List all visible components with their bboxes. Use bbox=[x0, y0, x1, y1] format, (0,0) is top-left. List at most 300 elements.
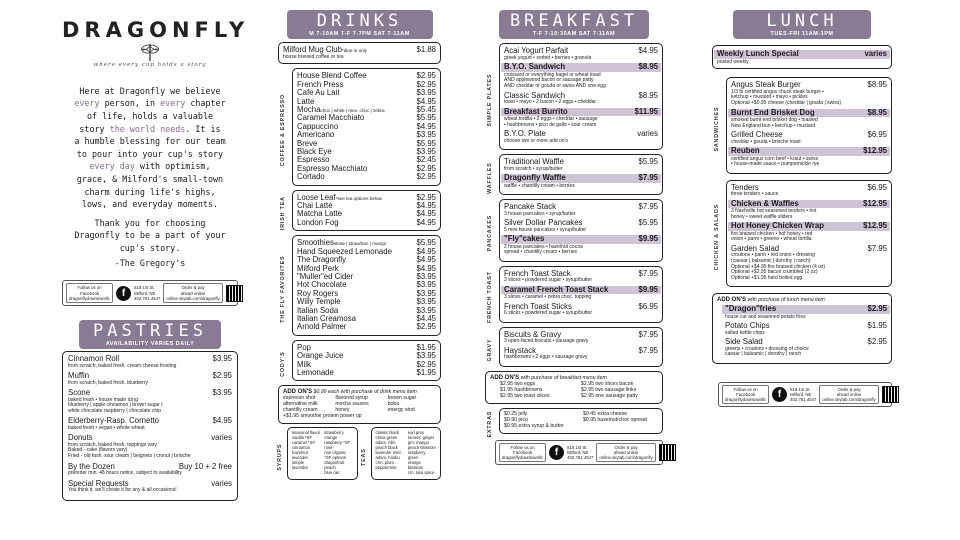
item-desc: croissant or everything bagel or wheat toast AND applewood bacon or sausage patty AND cheddar or gouda or swiss AND one egg bbox=[504, 71, 606, 89]
syrup-item: non organic bbox=[324, 450, 347, 456]
addon-item: chantilly cream bbox=[283, 407, 318, 414]
mug-club-box bbox=[278, 42, 441, 64]
item-price: $3.95 bbox=[416, 88, 436, 98]
order-label: Order & pay bbox=[614, 444, 638, 450]
menu-item bbox=[68, 434, 232, 459]
item-desc: baked fresh • house made icing blueberry | apple cinnamon | brown sugar | white chocolate raspberry | chocolate chip bbox=[68, 396, 163, 414]
item-name-text: Hand Squeezed Lemonade bbox=[297, 246, 392, 256]
contact-footer bbox=[495, 440, 663, 465]
addon-item: $1.95 hashbrowns bbox=[500, 386, 543, 393]
codys-box bbox=[279, 340, 441, 382]
syrup-item: lavender bbox=[292, 454, 309, 460]
facebook-handle: dragonflydowntownllc bbox=[502, 454, 544, 460]
item-name-text: Espresso bbox=[297, 155, 330, 165]
addon-title: ADD ON'S bbox=[490, 374, 520, 381]
item-name: Potato Chips bbox=[725, 321, 770, 331]
item-name-text: "Muller"ed Cider bbox=[297, 271, 354, 281]
address-block bbox=[790, 387, 816, 402]
menu-item bbox=[68, 480, 232, 494]
menu-item bbox=[68, 389, 232, 414]
syrup-item: raspberry *SF bbox=[324, 440, 351, 446]
item-price: varies bbox=[637, 129, 658, 139]
intro-line: lows, and everyday moments. bbox=[81, 199, 219, 210]
intro-fragment: person, in bbox=[99, 98, 161, 109]
logo bbox=[62, 18, 250, 69]
item-desc: smoked burnt end brisket dog • toasted New England bun • ketchup • mustard bbox=[731, 116, 818, 129]
item-price: $3.95 bbox=[416, 351, 436, 361]
addon-item: $2.95 two toast slices bbox=[500, 392, 550, 399]
lunch-title: LUNCH bbox=[766, 11, 838, 31]
tea-item: peppermint bbox=[375, 464, 397, 470]
facebook-icon[interactable]: f bbox=[772, 387, 787, 402]
addon-item: honey bbox=[335, 407, 350, 414]
item-price: $8.95 bbox=[867, 80, 887, 90]
lunch-column bbox=[712, 10, 892, 534]
thanks-line: Dragonfly to be a part of your bbox=[74, 230, 226, 241]
item-desc: greek yogurt • sorbet • berries • granola bbox=[504, 54, 592, 61]
item-name-text: The Dragonfly bbox=[297, 255, 346, 265]
intro-line: charm during life's highs, bbox=[84, 186, 216, 197]
order-url: online.skytab.com/dragonfly bbox=[822, 397, 876, 403]
addon-item: flavored syrup bbox=[335, 395, 368, 402]
intro-line bbox=[64, 160, 236, 173]
item-name: Traditional Waffle bbox=[504, 157, 564, 167]
facebook-handle: dragonflydowntownllc bbox=[69, 295, 111, 301]
syrup-item: simple bbox=[292, 459, 305, 465]
menu-item bbox=[504, 174, 658, 189]
item-desc: house cut and seasoned potato fries bbox=[725, 313, 806, 320]
french-toast-box bbox=[486, 266, 663, 324]
item-price: $3.95 bbox=[416, 271, 436, 281]
item-name-text: Cappuccino bbox=[297, 121, 339, 131]
item-price: $4.95 bbox=[416, 121, 436, 131]
menu-item bbox=[504, 347, 658, 361]
item-price: $6.95 bbox=[867, 130, 887, 140]
facebook-block[interactable] bbox=[499, 443, 546, 462]
item-price: $4.95 bbox=[416, 217, 436, 227]
item-price: $7.95 bbox=[638, 329, 658, 339]
item-price: $2.95 bbox=[416, 71, 436, 81]
item-price: $2.95 bbox=[416, 79, 436, 89]
item-name bbox=[297, 173, 325, 181]
addon-item: energy shot bbox=[387, 407, 415, 414]
tea-col bbox=[408, 431, 436, 476]
item-name: Weekly Lunch Special bbox=[717, 49, 799, 59]
item-desc: salted kettle chips bbox=[725, 329, 765, 336]
item-name-text: Cafe Au Lait bbox=[297, 88, 340, 98]
item-desc: croutons • parm • red onion • dressing (caesar | balsamic | dorothy | ranch) Optional +$4.95 fire braised chicken (4 oz) Optional +$2.95 bacon crumbled (2 oz) Optional +$1.95 hard boiled egg bbox=[731, 252, 826, 281]
pastries-header bbox=[79, 320, 221, 349]
qr-code-icon[interactable] bbox=[226, 285, 243, 302]
drinks-header bbox=[287, 10, 433, 39]
syrup-col bbox=[324, 431, 352, 476]
breakfast-column bbox=[485, 10, 663, 534]
item-desc: certified angus corn beef • kraut • swiss • house-made sauce • pumpernickle rye bbox=[731, 155, 820, 168]
address-block bbox=[567, 445, 593, 460]
item-name-text: Espresso Macchiato bbox=[297, 163, 368, 173]
item-name-text: Breve bbox=[297, 138, 318, 148]
item-price: $8.95 bbox=[867, 107, 887, 117]
menu-item bbox=[731, 200, 887, 221]
item-price: $7.95 bbox=[867, 243, 887, 253]
tea-box bbox=[279, 190, 441, 232]
item-note: *dine in only bbox=[341, 48, 367, 54]
section-label: PANCAKES bbox=[486, 215, 493, 252]
order-online-block[interactable] bbox=[819, 385, 878, 404]
item-name: Haystack bbox=[504, 345, 537, 355]
intro-highlight: the world needs bbox=[109, 123, 186, 134]
extras-box bbox=[486, 408, 663, 438]
item-price: $2.95 bbox=[416, 359, 436, 369]
item-desc: posted weekly bbox=[717, 58, 749, 65]
item-price: $2.95 bbox=[416, 322, 436, 332]
waffles-box bbox=[486, 154, 663, 195]
tea-item: raspberry green bbox=[407, 450, 426, 460]
follow-label: Follow us on bbox=[77, 285, 102, 291]
item-price: varies bbox=[211, 478, 232, 488]
item-price: $5.45 bbox=[416, 105, 436, 114]
item-desc: toast • mayo • 2 bacon • 2 eggs • cheddar bbox=[504, 98, 597, 105]
special-box bbox=[712, 45, 892, 69]
menu-item bbox=[725, 338, 887, 358]
item-desc: from scratch • syrup/butter bbox=[504, 165, 563, 172]
tea-item: citrus green bbox=[375, 435, 398, 441]
item-name-text: Italian Creamosa bbox=[297, 313, 356, 323]
section-label: WAFFLES bbox=[486, 162, 493, 194]
section-label: GRAVY bbox=[486, 338, 493, 362]
item-name-text: Smoothies bbox=[297, 238, 334, 248]
item-desc: 3 house pancakes • syrup/butter bbox=[504, 210, 576, 217]
menu-item bbox=[731, 245, 887, 281]
item-desc: 5 mini house pancakes • syrup/butter bbox=[504, 226, 587, 233]
item-price: $9.95 bbox=[638, 234, 658, 244]
syrup-item: lavender bbox=[292, 464, 309, 470]
order-label: Order & pay bbox=[837, 386, 861, 392]
item-price: $12.95 bbox=[863, 198, 887, 208]
item-desc: from scratch, baked fresh. cream cheese frosting bbox=[68, 362, 177, 369]
item-price: $3.95 bbox=[416, 130, 436, 140]
item-price: $1.95 bbox=[867, 321, 887, 331]
menu-item bbox=[504, 130, 658, 144]
item-name: By the Dozen bbox=[68, 461, 115, 471]
item-price: $4.95 bbox=[416, 96, 436, 106]
addon-item: $2.95 one sausage patty bbox=[581, 392, 638, 399]
item-price: $3.95 bbox=[416, 297, 436, 307]
item-price: $3.95 bbox=[212, 388, 232, 398]
item-name-text: House Blend Coffee bbox=[297, 71, 367, 81]
contact-footer bbox=[62, 280, 238, 305]
item-price: $7.95 bbox=[638, 202, 658, 212]
thanks-line: Thank you for choosing bbox=[94, 217, 206, 228]
menu-item bbox=[504, 303, 658, 317]
item-name-text: Italian Soda bbox=[297, 305, 339, 315]
item-price: $1.95 bbox=[416, 367, 436, 377]
tea-item: tumeric ginger bbox=[407, 435, 435, 441]
item-name-text: London Fog bbox=[297, 217, 339, 227]
item-name-text: Loose Leaf bbox=[297, 192, 336, 202]
signature: -The Gregory's bbox=[114, 257, 186, 268]
item-desc: You think it, we'll create it for any & all occasions! bbox=[68, 487, 177, 494]
item-name: B.Y.O. Plate bbox=[504, 129, 546, 139]
coffee-box bbox=[279, 68, 441, 185]
menu-item bbox=[68, 417, 232, 431]
breakfast-addons-box bbox=[485, 371, 663, 404]
item-price: $12.95 bbox=[863, 146, 887, 156]
item-name-text: Black Eye bbox=[297, 147, 332, 157]
item-price: varies bbox=[211, 433, 232, 443]
intro-line: Here at Dragonfly we believe bbox=[79, 85, 221, 96]
menu-item bbox=[731, 109, 887, 130]
syrup-item: strawberry bbox=[324, 430, 344, 436]
item-name: Grilled Cheese bbox=[731, 130, 783, 140]
facebook-block[interactable] bbox=[66, 283, 113, 302]
address-line: 518 1st St. bbox=[790, 386, 811, 392]
syrup-item: dragonfruit bbox=[324, 459, 345, 465]
item-desc: three tenders • sauce bbox=[731, 191, 779, 198]
item-row bbox=[728, 200, 890, 208]
extra-item: $0.45 extra cheese bbox=[583, 410, 628, 417]
facebook-handle: dragonflydowntownllc bbox=[725, 397, 767, 403]
intro-fragment: . It is bbox=[185, 123, 221, 134]
phone: 402.761.4547 bbox=[134, 295, 161, 301]
item-price: $8.95 bbox=[638, 90, 658, 100]
item-price: $3.95 bbox=[416, 280, 436, 290]
breakfast-header bbox=[499, 10, 649, 39]
item-desc: 3 open-faced biscuits • sausage gravy bbox=[504, 338, 589, 345]
menu-item bbox=[504, 63, 658, 89]
item-price: $9.95 bbox=[638, 284, 658, 294]
item-name-text: Caramel Macchiato bbox=[297, 113, 365, 123]
item-name: Acai Yogurt Parfait bbox=[504, 46, 569, 56]
section-label: SIMPLE PLATES bbox=[486, 73, 493, 127]
menu-item bbox=[714, 50, 890, 58]
intro-line bbox=[64, 97, 236, 110]
facebook-icon[interactable]: f bbox=[549, 445, 564, 460]
item-price: $4.95 bbox=[212, 416, 232, 426]
drinks-column bbox=[278, 10, 441, 534]
menu-item bbox=[504, 270, 658, 284]
intro-highlight: every bbox=[160, 98, 186, 109]
addon-item: mocha sauces bbox=[335, 401, 369, 408]
menu-item bbox=[297, 352, 436, 360]
intro-highlight: every bbox=[74, 98, 100, 109]
item-desc: baked fresh • vegan • whole wheat bbox=[68, 424, 145, 431]
item-name: Dragonfly Waffle bbox=[504, 173, 566, 183]
gravy-box bbox=[486, 327, 663, 367]
syrup-item: hazelnut bbox=[292, 450, 308, 456]
phone: 402.761.4547 bbox=[790, 397, 817, 403]
syrups-teas bbox=[278, 427, 441, 480]
item-name: Angus Steak Burger bbox=[731, 80, 801, 90]
addon-title: ADD ON'S bbox=[283, 389, 313, 396]
menu-item bbox=[297, 131, 436, 139]
item-name-text: Matcha Latte bbox=[297, 209, 343, 219]
addon-title: ADD ON'S bbox=[717, 297, 747, 304]
item-name: Biscuits & Gravy bbox=[504, 329, 562, 339]
item-desc: choose two or more add on's bbox=[504, 137, 569, 144]
item-name: Burnt End Brisket Dog bbox=[731, 107, 815, 117]
item-desc: 3 Nashville hot seasoned tenders • hot honey • sweet waffle sliders bbox=[731, 208, 817, 220]
item-name bbox=[297, 219, 339, 227]
facebook-label: Facebook bbox=[80, 290, 99, 296]
brand-name: DRAGONFLY bbox=[62, 18, 250, 42]
item-price: $5.95 bbox=[416, 138, 436, 148]
menu-item bbox=[68, 372, 232, 386]
item-desc: fire braised chicken • hot honey • red onion • parm • greens • wheat tortilla bbox=[731, 230, 813, 243]
item-name: Tenders bbox=[731, 182, 759, 192]
item-desc: 3 slices • powdered sugar • syrup/butter bbox=[504, 277, 592, 284]
item-row bbox=[501, 235, 661, 243]
addon-note: with purchase of lunch menu item bbox=[747, 297, 825, 304]
item-price: $4.95 bbox=[416, 263, 436, 273]
item-price: $5.95 bbox=[416, 113, 436, 123]
item-price: $5.95 bbox=[416, 238, 436, 248]
address-line: Milford, NE bbox=[567, 449, 589, 455]
intro-highlight: every day bbox=[89, 161, 135, 172]
menu-item bbox=[504, 108, 658, 129]
menu-item bbox=[504, 235, 658, 256]
drinks-hours: M 7-10AM T-F 7-7PM SAT 7-11AM bbox=[309, 31, 410, 37]
menu-item bbox=[297, 173, 436, 181]
intro-column bbox=[62, 10, 250, 534]
menu-item bbox=[731, 147, 887, 168]
section-label: IRISH TEA bbox=[279, 196, 286, 231]
item-note: straw | straw/ban | mango bbox=[333, 241, 387, 247]
tea-item: grn. mango bbox=[407, 440, 429, 446]
item-name: Elderberry-Rasp. Cornetto bbox=[68, 416, 160, 426]
breakfast-hours: T-F 7-10:30AM SAT 7-11AM bbox=[532, 31, 616, 37]
item-row bbox=[728, 147, 890, 155]
item-desc: from scratch, baked fresh. blueberry bbox=[68, 379, 149, 386]
item-price: $2.95 bbox=[416, 192, 436, 202]
item-price: $4.95 bbox=[638, 46, 658, 56]
item-name-text: Chai Latte bbox=[297, 201, 333, 211]
item-row bbox=[501, 63, 661, 71]
item-name: Special Requests bbox=[68, 478, 129, 488]
tea-item: adam. hibi. bbox=[375, 440, 396, 446]
intro-fragment: story bbox=[79, 123, 110, 134]
order-online-block[interactable] bbox=[163, 283, 222, 302]
item-price: Buy 10 + 2 free bbox=[178, 461, 232, 471]
section-label: FRENCH TOAST bbox=[486, 271, 493, 324]
item-name: Cinnamon Roll bbox=[68, 354, 120, 364]
item-price: $2.45 bbox=[416, 155, 436, 165]
syrup-item: orange bbox=[324, 435, 338, 441]
pastries-title: PASTRIES bbox=[93, 320, 207, 341]
order-online-block[interactable] bbox=[596, 443, 655, 462]
item-price: $7.95 bbox=[638, 345, 658, 355]
dragonfly-icon bbox=[141, 42, 159, 62]
section-label: THE FLY FAVORITES bbox=[279, 255, 286, 323]
item-name-text: Arnold Palmer bbox=[297, 322, 347, 332]
item-name bbox=[297, 369, 334, 377]
order-label: Order & pay bbox=[181, 285, 205, 291]
brand-tagline: where every cup holds a story bbox=[93, 62, 207, 69]
item-row bbox=[722, 305, 890, 313]
item-name: Hot Honey Chicken Wrap bbox=[731, 221, 824, 231]
drinks-title: DRINKS bbox=[316, 11, 403, 31]
menu-item bbox=[504, 92, 658, 106]
section-label: CHICKEN & SALADS bbox=[713, 203, 720, 270]
sandwiches-box bbox=[713, 77, 892, 173]
thanks-text bbox=[62, 217, 238, 255]
menu-item bbox=[731, 131, 887, 145]
intro-line bbox=[64, 123, 236, 136]
item-name: French Toast Sticks bbox=[504, 301, 572, 311]
tea-item: earl grey bbox=[407, 430, 425, 436]
pastries-subtitle: AVAILABILITY VARIES DAILY bbox=[105, 340, 195, 347]
phone: 402.761.4547 bbox=[567, 454, 594, 460]
item-price: $6.95 bbox=[638, 301, 658, 311]
item-price: $7.95 bbox=[638, 268, 658, 278]
order-label: ahead online bbox=[836, 392, 862, 398]
extra-item: $0.90 pico bbox=[504, 416, 528, 423]
address-line: 518 1st St. bbox=[567, 444, 588, 450]
addon-note: $0.99 each with purchase of drink menu item bbox=[313, 389, 417, 396]
menu-item bbox=[297, 89, 436, 97]
menu-item bbox=[68, 463, 232, 477]
item-name: B.Y.O. Sandwich bbox=[504, 62, 566, 72]
menu-item bbox=[731, 222, 887, 243]
item-name: "Dragon"fries bbox=[725, 304, 777, 314]
item-desc: 6 sticks • powdered sugar • syrup/butter bbox=[504, 310, 592, 317]
address-line: Milford, NE bbox=[790, 392, 812, 398]
item-desc: 3 slices • caramel • zebra choc. topping bbox=[504, 294, 592, 301]
item-name-text: Mocha bbox=[297, 105, 321, 114]
item-price: $12.95 bbox=[863, 221, 887, 231]
item-desc: house brewed coffee or tea bbox=[283, 53, 344, 60]
menu-item bbox=[297, 219, 436, 227]
order-label: ahead online bbox=[613, 449, 639, 455]
menu-item bbox=[68, 355, 232, 369]
qr-code-icon[interactable] bbox=[659, 444, 676, 461]
item-row bbox=[501, 174, 661, 182]
extra-item: $0.95 hazelnut/choc spread bbox=[583, 416, 647, 423]
item-price: varies bbox=[864, 49, 887, 59]
item-name: Side Salad bbox=[725, 337, 763, 347]
drink-addons-box bbox=[278, 385, 441, 424]
facebook-icon[interactable]: f bbox=[116, 286, 131, 301]
intro-line: of life, holds a valuable bbox=[86, 110, 214, 121]
item-desc: 1/3 lb certified angus chuck steak burger • ketchup • mustard • mayo • pickles Optional +$0.95 cheese (cheddar | gouda | swiss) bbox=[731, 88, 842, 106]
menu-item bbox=[725, 322, 887, 336]
syrup-item: peach bbox=[324, 464, 336, 470]
item-desc: wheat tortilla • 2 eggs • cheddar • sausage • hashbrowns • pico de gallo • sour cream bbox=[504, 115, 598, 128]
tea-item: orange blossom bbox=[407, 459, 424, 470]
addon-header bbox=[717, 297, 887, 304]
item-row bbox=[728, 222, 890, 230]
qr-code-icon[interactable] bbox=[882, 386, 899, 403]
tea-item: crn. tulsi spice bbox=[407, 469, 435, 475]
intro-line: a humble blessing for our team bbox=[74, 136, 226, 147]
item-price: $5.95 bbox=[638, 218, 658, 228]
addon-item: brown sugar bbox=[387, 395, 417, 402]
lunch-hours: TUES-FRI 11AM-1PM bbox=[770, 31, 834, 37]
item-name-text: Roy Rogers bbox=[297, 288, 339, 298]
syrup-item: seasonal flavor bbox=[292, 430, 321, 436]
item-name-text: Lemonade bbox=[297, 367, 334, 377]
addon-item: $2.95 two slices bacon bbox=[581, 380, 634, 387]
item-name: Chicken & Waffles bbox=[731, 198, 799, 208]
facebook-block[interactable] bbox=[722, 385, 769, 404]
item-name-text: Pop bbox=[297, 342, 311, 352]
section-label: CODY'S bbox=[279, 351, 286, 377]
teas-box bbox=[360, 427, 442, 480]
menu-item bbox=[504, 219, 658, 233]
menu-item bbox=[504, 286, 658, 301]
section-label: SYRUPS bbox=[276, 443, 283, 471]
syrup-col bbox=[292, 431, 320, 476]
